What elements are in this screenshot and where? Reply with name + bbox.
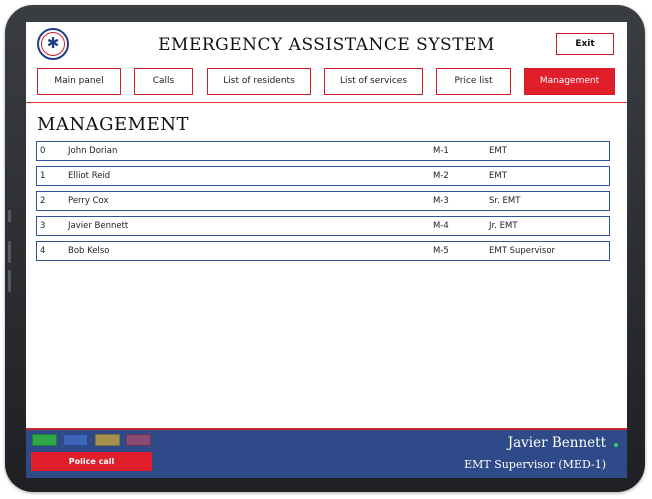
row-id: 4 bbox=[40, 246, 46, 256]
row-role: Sr. EMT bbox=[489, 196, 521, 206]
status-footer bbox=[26, 428, 627, 478]
online-status-icon bbox=[614, 443, 618, 447]
table-row[interactable] bbox=[36, 216, 610, 236]
user-role: EMT Supervisor (MED-1) bbox=[464, 458, 606, 471]
row-name: Bob Kelso bbox=[68, 246, 110, 256]
volume-up-button bbox=[8, 241, 11, 263]
tab-management[interactable]: Management bbox=[524, 68, 615, 95]
row-name: Perry Cox bbox=[68, 196, 109, 206]
side-button bbox=[8, 210, 11, 222]
row-role: EMT bbox=[489, 171, 507, 181]
color-swatch-green[interactable] bbox=[32, 434, 57, 446]
app-title: EMERGENCY ASSISTANCE SYSTEM bbox=[158, 35, 495, 55]
volume-down-button bbox=[8, 270, 11, 292]
row-id: 3 bbox=[40, 221, 46, 231]
row-code: M-5 bbox=[433, 246, 449, 256]
row-id: 2 bbox=[40, 196, 46, 206]
app-screen bbox=[26, 22, 627, 478]
row-code: M-2 bbox=[433, 171, 449, 181]
tab-list-of-residents[interactable]: List of residents bbox=[207, 68, 311, 95]
table-row[interactable] bbox=[36, 141, 610, 161]
color-swatch-olive[interactable] bbox=[95, 434, 120, 446]
row-name: John Dorian bbox=[68, 146, 118, 156]
row-code: M-3 bbox=[433, 196, 449, 206]
star-of-life-icon: ✱ bbox=[46, 34, 60, 52]
table-row[interactable] bbox=[36, 166, 610, 186]
row-id: 1 bbox=[40, 171, 46, 181]
row-role: Jr. EMT bbox=[489, 221, 518, 231]
exit-button[interactable]: Exit bbox=[556, 33, 614, 55]
tab-price-list[interactable]: Price list bbox=[436, 68, 511, 95]
tab-calls[interactable]: Calls bbox=[134, 68, 193, 95]
color-swatch-plum[interactable] bbox=[126, 434, 151, 446]
row-code: M-1 bbox=[433, 146, 449, 156]
table-row[interactable] bbox=[36, 241, 610, 261]
tab-list-of-services[interactable]: List of services bbox=[324, 68, 423, 95]
user-name: Javier Bennett bbox=[507, 435, 606, 451]
police-call-button[interactable]: Police call bbox=[31, 452, 152, 471]
row-name: Elliot Reid bbox=[68, 171, 111, 181]
color-swatch-blue[interactable] bbox=[63, 434, 88, 446]
row-role: EMT bbox=[489, 146, 507, 156]
table-row[interactable] bbox=[36, 191, 610, 211]
page-title: MANAGEMENT bbox=[37, 114, 190, 135]
row-code: M-4 bbox=[433, 221, 449, 231]
row-name: Javier Bennett bbox=[68, 221, 129, 231]
row-role: EMT Supervisor bbox=[489, 246, 556, 256]
row-id: 0 bbox=[40, 146, 46, 156]
tab-main-panel[interactable]: Main panel bbox=[37, 68, 121, 95]
app-header bbox=[26, 22, 627, 103]
